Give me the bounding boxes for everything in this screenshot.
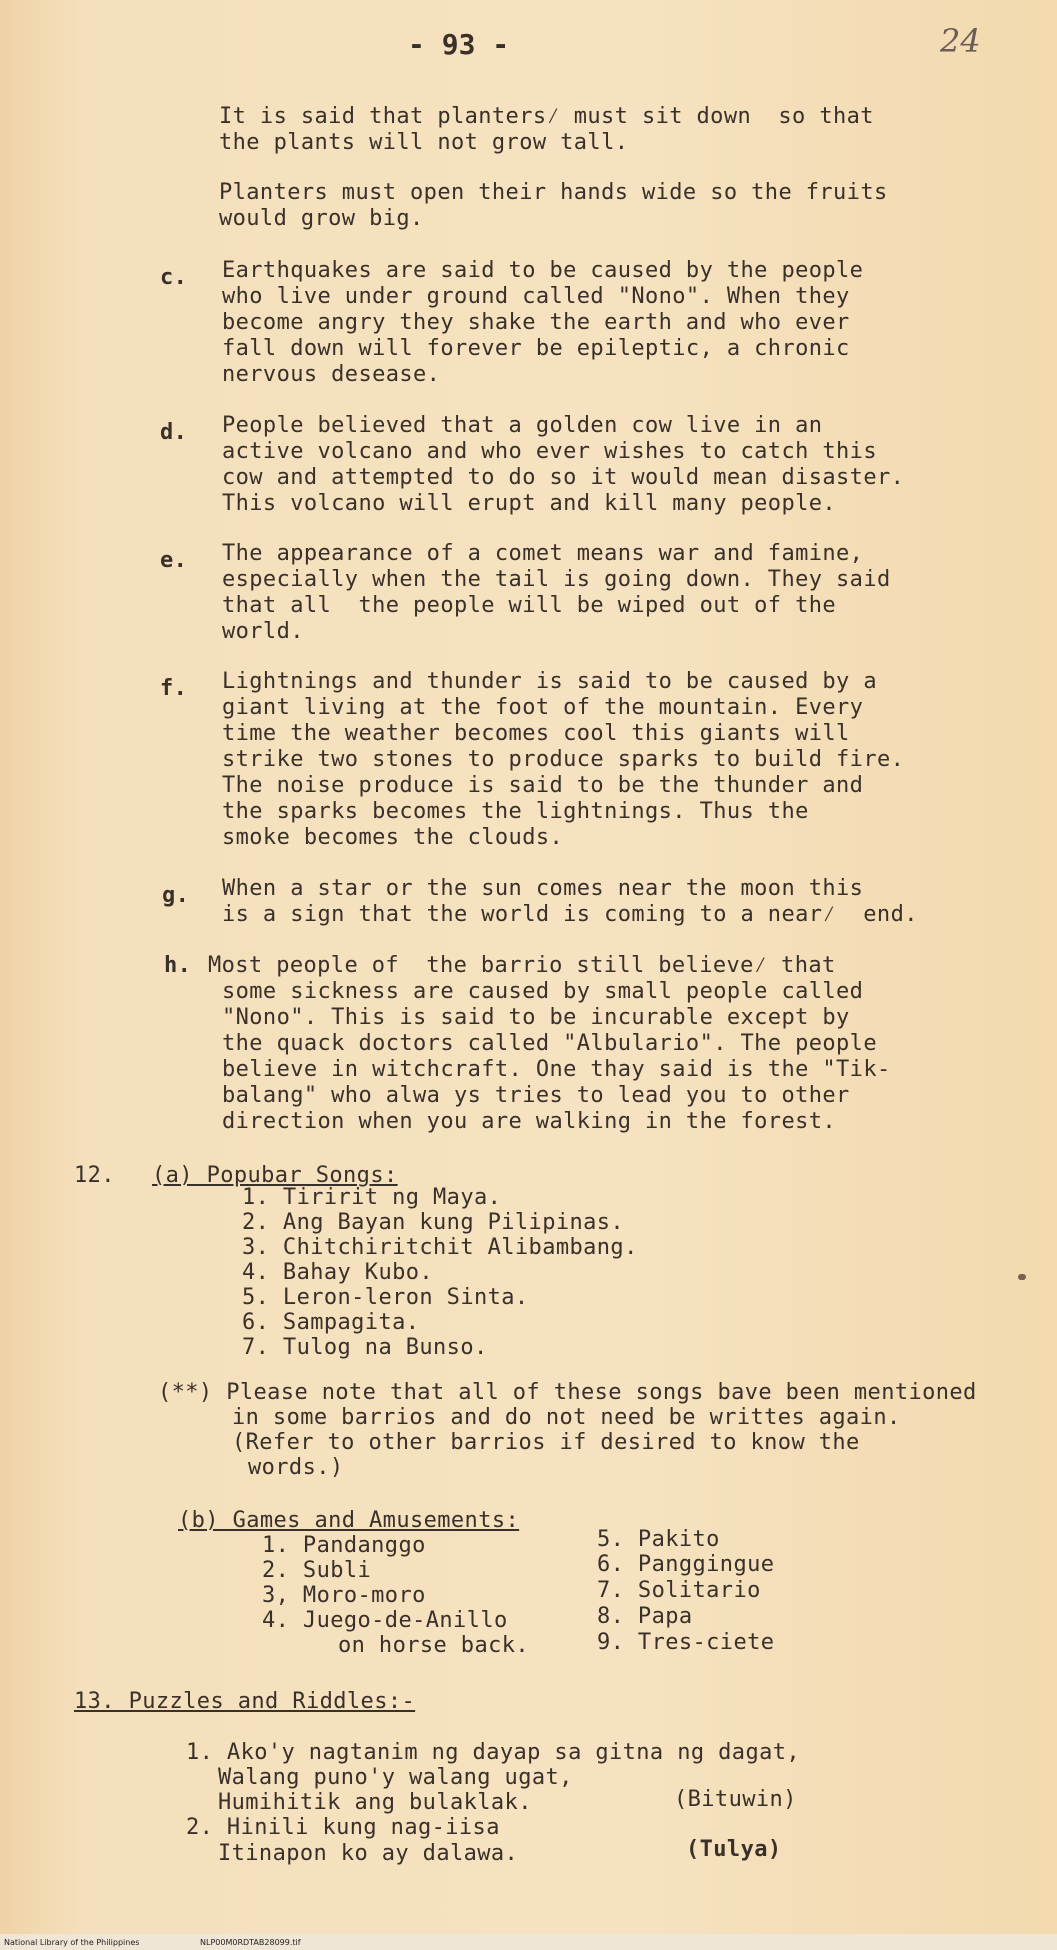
item-h-line: balang" who alwa ys tries to lead you to other: [222, 1083, 850, 1108]
songs-note-line: (Refer to other barrios if desired to know the: [232, 1430, 860, 1455]
riddle-answer: (Bituwin): [674, 1787, 797, 1812]
item-d-line: cow and attempted to do so it would mean disaster.: [222, 465, 905, 490]
item-d-line: active volcano and who ever wishes to catch this: [222, 439, 877, 464]
song-item: 4. Bahay Kubo.: [242, 1260, 434, 1285]
game-item: 6. Panggingue: [597, 1552, 775, 1577]
riddle-answer: (Tulya): [686, 1837, 782, 1862]
item-c-label: c.: [160, 265, 188, 290]
page-number: - 93 -: [408, 28, 510, 61]
riddle-line: Itinapon ko ay dalawa.: [218, 1841, 519, 1866]
riddle-line: 2. Hinili kung nag-iisa: [186, 1815, 500, 1840]
item-f-line: Lightnings and thunder is said to be caused by a: [222, 669, 877, 694]
item-e-line: especially when the tail is going down. They said: [222, 567, 891, 592]
item-c-line: who live under ground called "Nono". When they: [222, 284, 850, 309]
song-item: 5. Leron-leron Sinta.: [242, 1285, 529, 1310]
riddle-line: Humihitik ang bulaklak.: [218, 1790, 532, 1815]
item-g-line: When a star or the sun comes near the moon this: [222, 876, 864, 901]
item-f-line: strike two stones to produce sparks to build fire.: [222, 747, 905, 772]
songs-note-line: words.): [248, 1455, 344, 1480]
game-item: 7. Solitario: [597, 1578, 761, 1603]
item-h-line: the quack doctors called "Albulario". The people: [222, 1031, 877, 1056]
item-f-line: the sparks becomes the lightnings. Thus the: [222, 799, 809, 824]
game-item: on horse back.: [338, 1633, 530, 1658]
item-f-label: f.: [160, 676, 188, 701]
item-h-line: some sickness are caused by small people called: [222, 979, 864, 1004]
scan-footer-band: [0, 1934, 1057, 1950]
para2-line1: Planters must open their hands wide so the fruits: [219, 180, 888, 205]
songs-note-line: in some barrios and do not need be writtes again.: [232, 1405, 901, 1430]
riddle-line: 1. Ako'y nagtanim ng dayap sa gitna ng dagat,: [186, 1740, 801, 1765]
game-item: 5. Pakito: [597, 1527, 720, 1552]
item-g-label: g.: [162, 883, 190, 908]
item-f-line: smoke becomes the clouds.: [222, 825, 564, 850]
item-h-line: believe in witchcraft. One thay said is the "Tik-: [222, 1057, 891, 1082]
riddle-line: Walang puno'y walang ugat,: [218, 1765, 573, 1790]
item-h-line: "Nono". This is said to be incurable except by: [222, 1005, 850, 1030]
item-h-line: Most people of the barrio still believe⁄ that: [208, 953, 836, 978]
item-c-line: Earthquakes are said to be caused by the people: [222, 258, 864, 283]
ink-spot: [1018, 1274, 1026, 1280]
item-e-line: that all the people will be wiped out of the: [222, 593, 837, 618]
para1-line2: the plants will not grow tall.: [219, 130, 629, 155]
handwritten-page-mark: 24: [940, 22, 981, 60]
item-c-line: nervous desease.: [222, 362, 441, 387]
footer-file-name: NLP00M0RDTAB28099.tif: [200, 1938, 301, 1947]
game-item: 9. Tres-ciete: [597, 1630, 775, 1655]
games-heading: (b) Games and Amusements:: [178, 1508, 520, 1533]
footer-library-name: National Library of the Philippines: [4, 1938, 140, 1947]
game-item: 8. Papa: [597, 1604, 693, 1629]
item-f-line: giant living at the foot of the mountain. Every: [222, 695, 864, 720]
para2-line2: would grow big.: [219, 206, 424, 231]
popular-songs-heading: (a) Popubar Songs:: [152, 1163, 398, 1188]
item-h-line: direction when you are walking in the forest.: [222, 1109, 837, 1134]
item-d-line: People believed that a golden cow live in an: [222, 413, 823, 438]
para1-line1: It is said that planters⁄ must sit down so that: [219, 104, 874, 129]
song-item: 7. Tulog na Bunso.: [242, 1335, 488, 1360]
song-item: 6. Sampagita.: [242, 1310, 420, 1335]
item-h-label: h.: [164, 953, 192, 978]
song-item: 1. Tiririt ng Maya.: [242, 1185, 502, 1210]
game-item: 4. Juego-de-Anillo: [262, 1608, 508, 1633]
item-c-line: become angry they shake the earth and who ever: [222, 310, 850, 335]
item-d-label: d.: [160, 420, 188, 445]
item-e-line: The appearance of a comet means war and famine,: [222, 541, 864, 566]
game-item: 3, Moro-moro: [262, 1583, 426, 1608]
item-c-line: fall down will forever be epileptic, a chronic: [222, 336, 850, 361]
riddles-heading: 13. Puzzles and Riddles:-: [74, 1689, 416, 1714]
item-e-line: world.: [222, 619, 304, 644]
songs-note-line: (**) Please note that all of these songs bave been mentioned: [158, 1380, 977, 1405]
item-f-line: time the weather becomes cool this giants will: [222, 721, 850, 746]
game-item: 1. Pandanggo: [262, 1533, 426, 1558]
section-12-number: 12.: [74, 1163, 115, 1188]
game-item: 2. Subli: [262, 1558, 372, 1583]
song-item: 3. Chitchiritchit Alibambang.: [242, 1235, 638, 1260]
item-d-line: This volcano will erupt and kill many people.: [222, 491, 837, 516]
item-g-line: is a sign that the world is coming to a near⁄ end.: [222, 902, 918, 927]
item-e-label: e.: [160, 548, 188, 573]
item-f-line: The noise produce is said to be the thunder and: [222, 773, 864, 798]
song-item: 2. Ang Bayan kung Pilipinas.: [242, 1210, 625, 1235]
